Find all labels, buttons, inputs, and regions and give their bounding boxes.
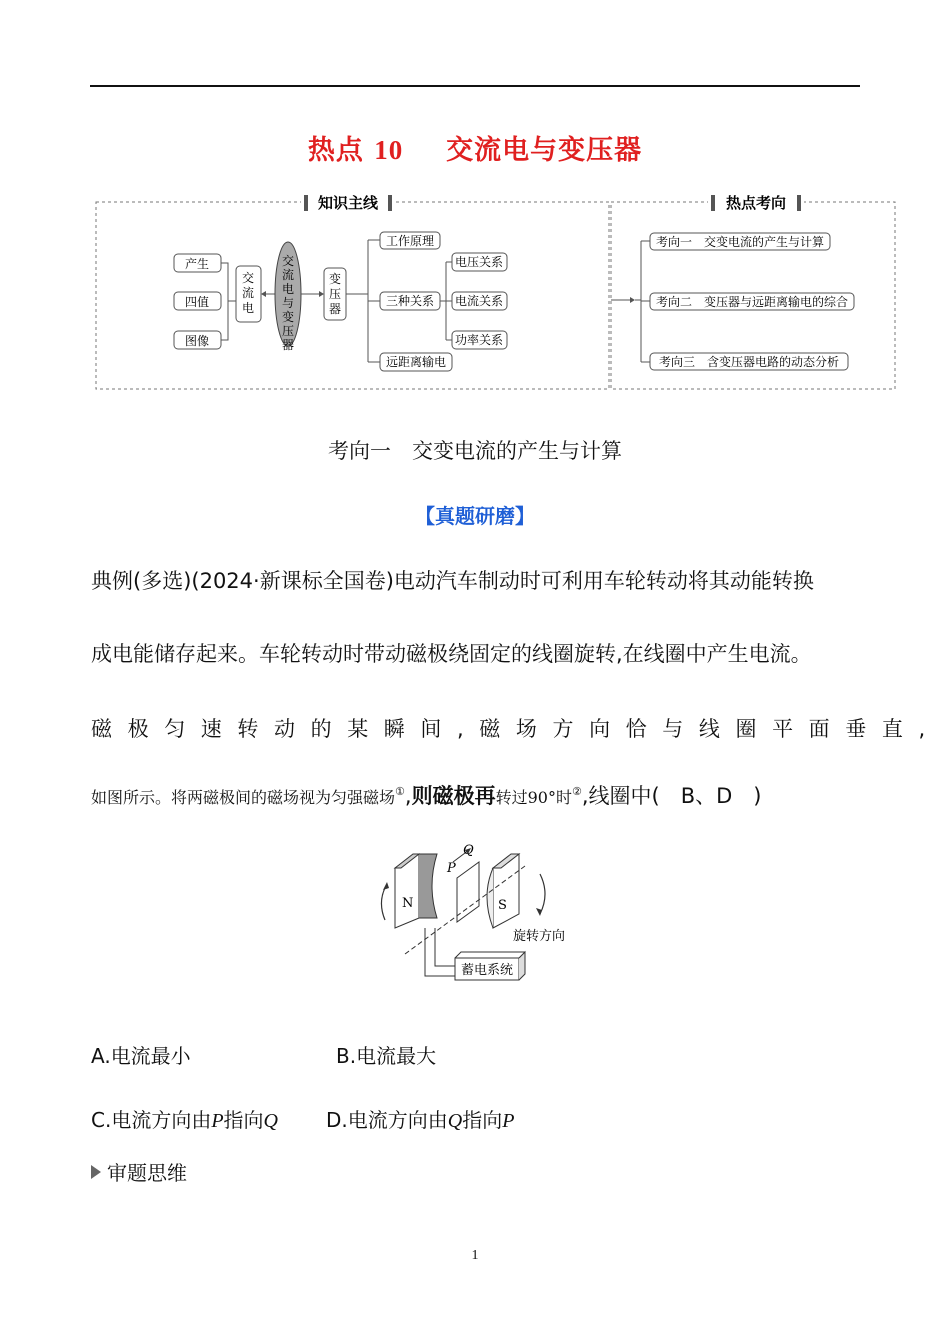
s-pole-label: S [498,898,507,913]
title-prefix: 热点 [307,135,364,166]
p-label: P [447,861,456,876]
ac-char-1: 交 [241,271,255,285]
choice-d [326,1104,514,1133]
magnet-coil-figure [375,836,575,986]
ac-char-2: 流 [241,286,255,300]
left-rotation-arrowhead [383,882,389,890]
problem-line-2: 成电能储存起来。车轮转动时带动磁极绕固定的线圈旋转,在线圈中产生电流。 [91,642,812,666]
item-four-values-label: 四值 [184,295,210,309]
page-number: 1 [471,1248,479,1263]
center-char-7: 器 [281,338,295,352]
s-magnet-face [487,868,493,928]
bracket-directions [635,241,650,362]
bracket-left [221,263,236,340]
center-char-2: 流 [281,268,295,282]
left-header-bar-l [304,195,308,211]
direction-3-label: 考向三 含变压器电路的动态分析 [658,355,840,369]
choice-d-text: D.电流方向由 [326,1108,448,1132]
knowledge-mindmap [90,186,900,396]
center-char-6: 压 [281,324,295,338]
choice-d-q: Q [447,1110,463,1132]
triangle-bullet-icon [91,1165,101,1179]
item-current-label: 电流关系 [454,294,504,308]
problem-line-3: 磁极匀速转动的某瞬间,磁场方向恰与线圈平面垂直, [91,717,941,741]
q-label: Q [463,843,474,858]
review-heading [91,1157,187,1186]
section-heading: 考向一 交变电流的产生与计算 [328,439,622,463]
right-rotation-arc [540,874,545,914]
n-magnet-face [419,854,437,918]
title-number: 10 [374,135,404,165]
ac-char-3: 电 [241,301,255,315]
top-rule [90,85,860,87]
choice-b: B.电流最大 [336,1044,437,1068]
transformer-char-3: 器 [328,302,342,316]
problem-line-4-comma: , [404,784,412,808]
arrowhead-directions [630,297,635,303]
n-pole-label: N [402,896,414,911]
problem-line-4-start: 如图所示。将两磁极间的磁场视为匀强磁场 [91,788,396,807]
section-subhead: 【真题研磨】 [415,504,535,528]
item-generation-label: 产生 [184,257,210,271]
left-header: 知识主线 [317,194,379,212]
bracket-relations [440,262,452,340]
choice-c-q: Q [263,1110,278,1132]
storage-box-top [455,952,525,958]
item-long-distance-label: 远距离输电 [385,355,447,369]
item-three-relations-label: 三种关系 [385,294,435,308]
center-char-3: 电 [281,282,295,296]
choice-a: A.电流最小 [91,1044,191,1068]
center-char-5: 变 [281,310,295,324]
problem-line-4-angle: 转过90°时 [495,788,572,807]
review-label: 审题思维 [107,1161,187,1185]
direction-2-label: 考向二 变压器与远距离输电的综合 [655,295,849,309]
footnote-1: ① [395,785,405,798]
transformer-char-2: 压 [328,287,342,301]
footnote-2: ② [571,785,582,798]
problem-line-4 [91,780,761,810]
page-title [0,128,950,167]
item-principle-label: 工作原理 [385,234,435,248]
transformer-char-1: 变 [328,272,342,286]
choice-c [91,1104,278,1133]
storage-label: 蓄电系统 [460,963,514,978]
center-char-4: 与 [281,296,295,310]
left-frame [96,202,609,389]
item-voltage-label: 电压关系 [454,255,504,269]
choice-d-p: P [502,1110,515,1132]
choice-c-mid: 指向 [223,1108,264,1132]
left-header-bar-r [388,195,392,211]
bracket-mid [346,240,380,362]
title-main: 交流电与变压器 [446,135,643,166]
choice-c-text: C.电流方向由 [91,1108,212,1132]
direction-1-label: 考向一 交变电流的产生与计算 [655,235,825,249]
problem-line-4-bold: 则磁极再 [411,784,496,808]
arrowhead-ac [261,291,266,297]
right-header-bar-r [797,195,801,211]
choice-d-mid: 指向 [462,1108,503,1132]
storage-box-side [519,952,525,980]
coil-leads [425,928,455,976]
item-graph-label: 图像 [184,334,210,348]
right-header-bar-l [711,195,715,211]
right-rotation-arrowhead [536,908,542,916]
problem-line-4-answer: ,线圈中( B、D ) [581,784,762,808]
item-power-label: 功率关系 [454,333,504,347]
right-header: 热点考向 [725,194,787,212]
choice-c-p: P [211,1110,224,1132]
rotation-direction-label: 旋转方向 [513,929,566,944]
problem-line-1: 典例(多选)(2024·新课标全国卷)电动汽车制动时可利用车轮转动将其动能转换 [91,569,814,593]
arrowhead-transformer [319,291,324,297]
center-char-1: 交 [281,254,295,268]
